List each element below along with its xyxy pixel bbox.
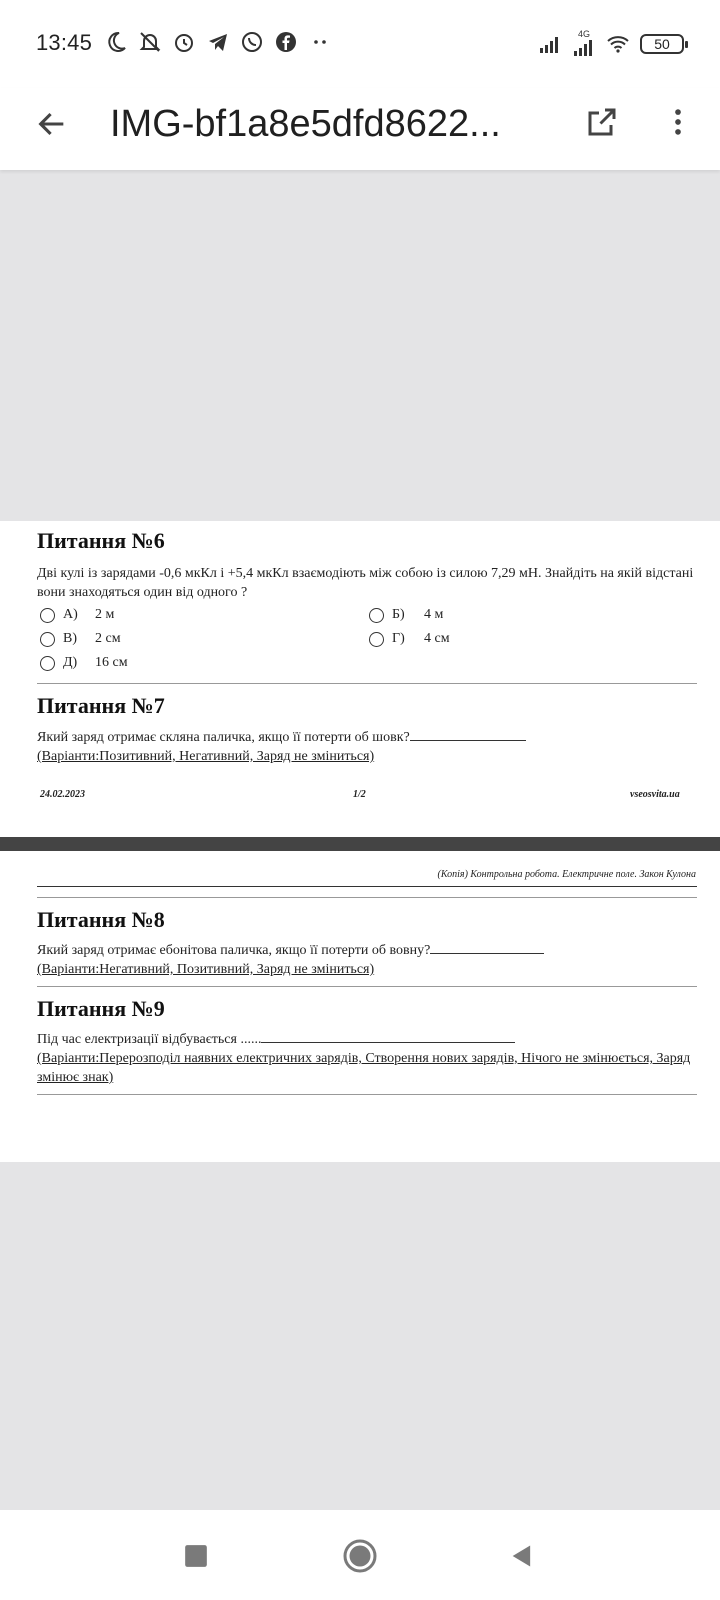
alarm-icon <box>172 30 196 54</box>
question-7-title: Питання №7 <box>37 693 165 718</box>
header-line <box>37 886 697 887</box>
radio-circle-icon <box>40 656 55 671</box>
question-8-hint: (Варіанти:Негативний, Позитивний, Заряд не зміниться) <box>37 962 375 977</box>
answer-blank[interactable] <box>261 1030 515 1043</box>
answer-option-b[interactable]: Б) 4 м <box>369 607 443 623</box>
status-time: 13:45 <box>36 30 93 55</box>
system-navigation-bar <box>0 1510 720 1600</box>
document-page-1 <box>0 521 720 837</box>
home-button[interactable] <box>336 1532 384 1580</box>
arrow-left-icon <box>35 107 69 141</box>
more-notifications-icon <box>308 30 332 54</box>
answer-blank[interactable] <box>410 728 526 741</box>
answer-option-a[interactable]: А) 2 м <box>40 607 114 623</box>
telegram-icon <box>206 30 230 54</box>
radio-circle-icon <box>369 632 384 647</box>
footer-page-number: 1/2 <box>353 789 366 800</box>
answer-blank[interactable] <box>430 941 544 954</box>
square-icon <box>183 1543 209 1569</box>
moon-icon <box>104 30 128 54</box>
open-in-new-icon <box>584 104 620 140</box>
status-system-icons <box>538 30 684 57</box>
signal-icon <box>538 32 562 56</box>
separator-line <box>37 683 697 684</box>
triangle-back-icon <box>508 1542 536 1570</box>
viber-icon <box>240 30 264 54</box>
document-page-2 <box>0 851 720 1162</box>
separator-line <box>37 897 697 898</box>
footer-date: 24.02.2023 <box>40 789 85 800</box>
question-9-text: Під час електризації відбувається ...... <box>37 1030 697 1049</box>
file-title: IMG-bf1a8e5dfd8622... <box>110 103 501 145</box>
separator-line <box>37 986 697 987</box>
recents-button[interactable] <box>172 1532 220 1580</box>
signal-bars-icon <box>572 39 596 57</box>
more-vert-icon <box>661 105 695 139</box>
footer-site: vseosvita.ua <box>630 789 680 800</box>
bell-off-icon <box>138 30 162 54</box>
radio-circle-icon <box>369 608 384 623</box>
answer-option-d[interactable]: Д) 16 см <box>40 655 128 671</box>
network-type: 4G <box>577 29 590 39</box>
app-bar <box>0 88 720 170</box>
question-8-text: Який заряд отримає ебонітова паличка, якщо її потерти об вовну? <box>37 941 697 960</box>
home-circle-icon <box>342 1538 378 1574</box>
status-bar <box>0 0 720 88</box>
answer-option-g[interactable]: Г) 4 см <box>369 631 450 647</box>
back-button[interactable] <box>30 102 74 146</box>
question-6-title: Питання №6 <box>37 528 165 553</box>
answer-option-v[interactable]: В) 2 см <box>40 631 121 647</box>
wifi-icon <box>606 32 630 56</box>
more-options-button[interactable] <box>656 100 700 144</box>
question-7-text: Який заряд отримає скляна паличка, якщо її потерти об шовк? <box>37 728 697 747</box>
separator-line <box>37 1094 697 1095</box>
radio-circle-icon <box>40 632 55 647</box>
question-8-title: Питання №8 <box>37 907 165 932</box>
facebook-icon <box>274 30 298 54</box>
page-header-note: (Копія) Контрольна робота. Електричне поле. Закон Кулона <box>437 869 696 880</box>
question-9-title: Питання №9 <box>37 996 165 1021</box>
question-6-text: Дві кулі із зарядами -0,6 мкКл і +5,4 мкКл взаємодіють між собою із силою 7,29 мН. Знайдіть на якій відстані вони знаходяться один від одного ? <box>37 566 694 600</box>
radio-circle-icon <box>40 608 55 623</box>
open-external-button[interactable] <box>580 100 624 144</box>
question-9-hint: (Варіанти:Перерозподіл наявних електричних зарядів, Створення нових зарядів, Нічого не змінюється, Заряд змінює знак) <box>37 1051 691 1085</box>
status-notification-icons <box>104 30 332 54</box>
question-7-hint: (Варіанти:Позитивний, Негативний, Заряд не зміниться) <box>37 749 375 764</box>
battery-indicator: 50 <box>640 34 684 54</box>
page-divider <box>0 837 720 851</box>
back-nav-button[interactable] <box>498 1532 546 1580</box>
signal-4g-icon <box>572 30 596 57</box>
